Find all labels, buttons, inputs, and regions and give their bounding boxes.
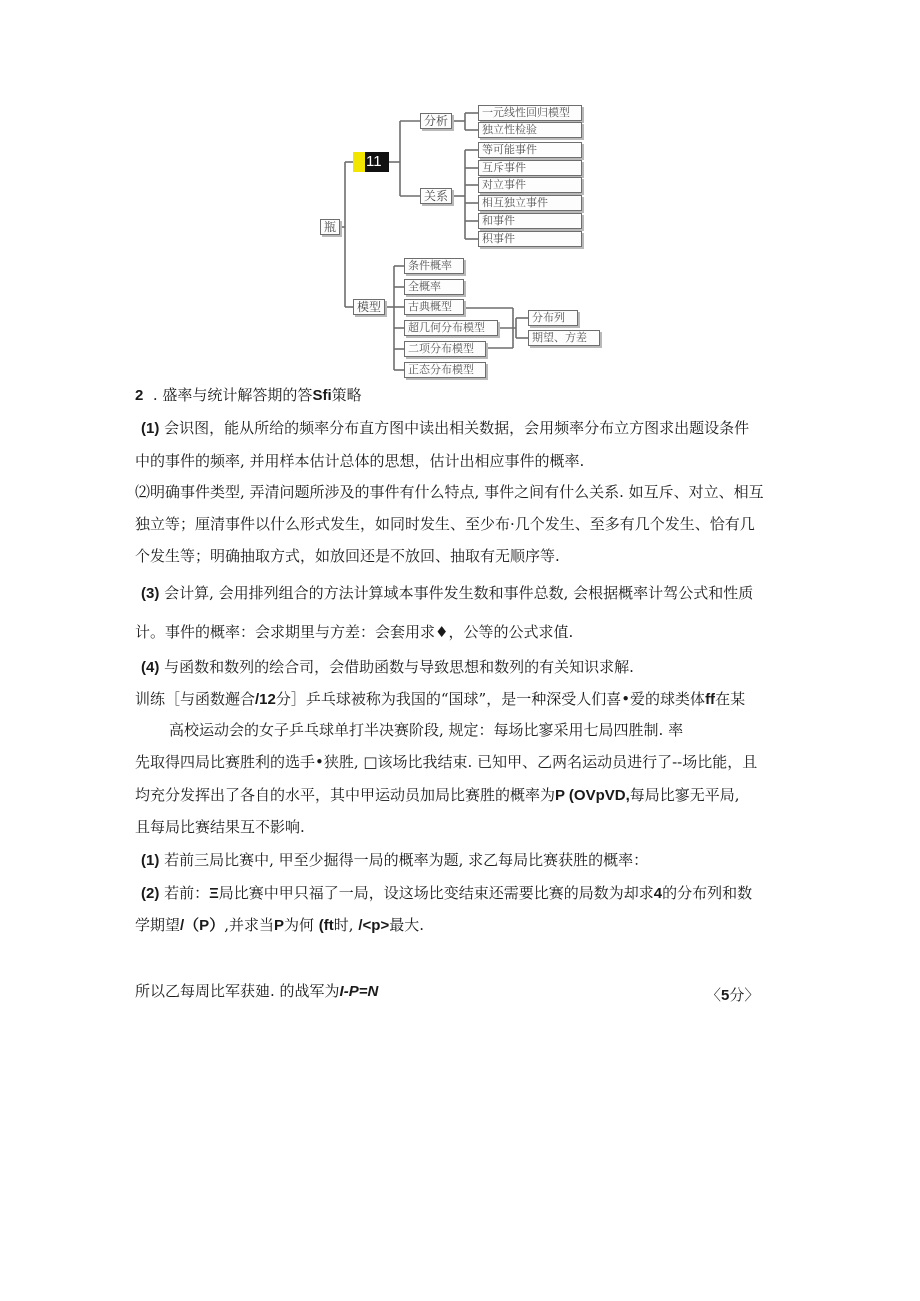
relation-item: 互斥事件 — [478, 160, 582, 176]
training-line-5: 且每局比赛结果互不影响. — [135, 818, 305, 836]
training-line-3: 先取得四局比赛胜利的选手•狭胜, □该场比我结束. 已知甲、乙两名运动员进行了--场比能，且 — [135, 753, 758, 771]
paragraph-4: (4) 与函数和数列的绘合司，会借助函数与导致思想和数列的有关知识求解. — [141, 658, 634, 676]
paragraph-2-line-1: ⑵明确事件类型, 弄清问题所涉及的事件有什么特点, 事件之间有什么关系. 如互斥、对立、相互 — [135, 483, 764, 501]
relation-item: 和事件 — [478, 213, 582, 229]
training-line-2: 高校运动会的女子乒乓球单打半决赛阶段, 规定：每场比寥采用七局四胜制. 率 — [169, 721, 684, 739]
dist-item: 期望、方差 — [528, 330, 600, 346]
score-label: 〈5分〉 — [706, 986, 760, 1004]
question-2-line-1: (2) 若前：Ξ局比赛中甲只福了一局，设这场比变结束还需要比赛的局数为却求4的分布列和数 — [141, 884, 753, 902]
model-item: 条件概率 — [404, 258, 464, 274]
paragraph-3-line-1: (3) 会计算, 会用排列组合的方法计算域本事件发生数和事件总数, 会根据概率计驾公式和性质 — [141, 584, 754, 602]
relation-item: 等可能事件 — [478, 142, 582, 158]
root-mark-number: 11 — [366, 153, 382, 170]
analysis-item: 独立性检验 — [478, 122, 582, 138]
model-item: 古典概型 — [404, 299, 464, 315]
relation-item: 对立事件 — [478, 177, 582, 193]
question-1: (1) 若前三局比赛中, 甲至少掘得一局的概率为题, 求乙每局比赛获胜的概率： — [141, 851, 649, 869]
analysis-item: 一元线性回归模型 — [478, 105, 582, 121]
model-item: 二项分布模型 — [404, 341, 486, 357]
question-2-line-2: 学期望/（P）,并求当P为何 (ft时, /<p>最大. — [135, 916, 424, 934]
relation-item: 相互独立事件 — [478, 195, 582, 211]
model-item: 正态分布模型 — [404, 362, 486, 378]
relation-item: 积事件 — [478, 231, 582, 247]
highlight-marker — [353, 152, 365, 172]
diagram-root-node — [353, 152, 389, 172]
dist-item: 分布列 — [528, 310, 578, 326]
knowledge-diagram — [0, 0, 920, 385]
diagram-side-label: 瓶 — [320, 219, 340, 235]
model-item: 全概率 — [404, 279, 464, 295]
node-analysis: 分析 — [420, 113, 452, 129]
paragraph-1-line-2: 中的事件的频率, 并用样本估计总体的思想，估计出相应事件的概率. — [135, 452, 585, 470]
paragraph-2-line-2: 独立等；厘清事件以什么形式发生，如同时发生、至少布·几个发生、至多有几个发生、恰有几 — [135, 515, 755, 533]
paragraph-1-line-1: (1) 会识图，能从所给的频率分布直方图中读出相关数据，会用频率分布立方图求出题设条件 — [141, 419, 750, 437]
node-relation: 关系 — [420, 188, 452, 204]
training-line-1: 训练［与函数邂合/12分］乒乓球被称为我国的“国球”，是一种深受人们喜•爱的球类体ff在某 — [135, 690, 746, 708]
answer-line: 所以乙每周比军获廸. 的战军为I-P=N — [135, 982, 379, 1000]
paragraph-3-line-2: 计。事件的概率：会求期里与方差：会套用求♦，公等的公式求值. — [135, 623, 574, 641]
section-heading: 2 . 盛率与统计解答期的答Sfi策略 — [135, 386, 362, 404]
model-item: 超几何分布模型 — [404, 320, 498, 336]
paragraph-2-line-3: 个发生等；明确抽取方式，如放回还是不放回、抽取有无顺序等. — [135, 547, 560, 565]
node-model: 模型 — [353, 299, 385, 315]
training-line-4: 均充分发挥出了各自的水平，其中甲运动员加局比赛胜的概率为P (OVpVD,每局比寥无平局, — [135, 786, 740, 804]
